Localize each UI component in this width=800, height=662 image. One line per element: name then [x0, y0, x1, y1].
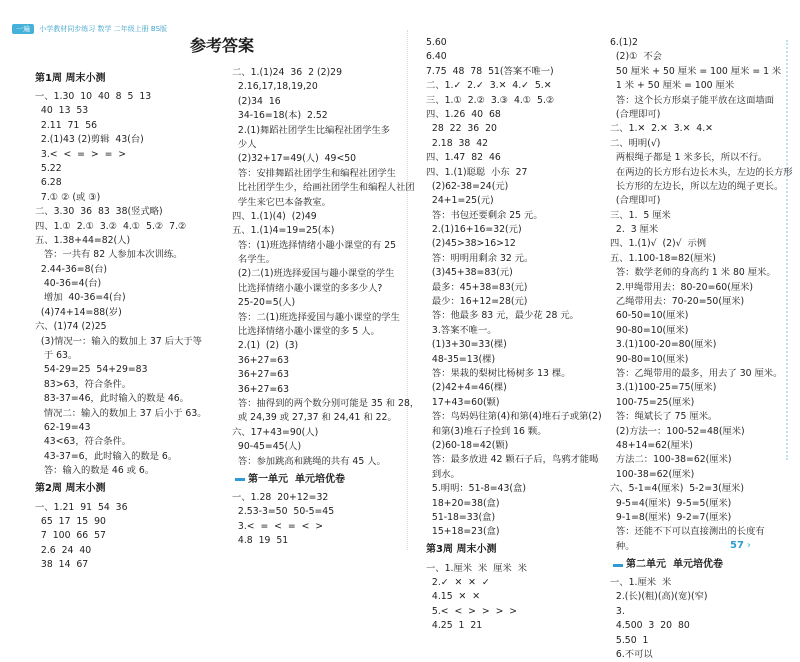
answer-line: 90-80=10(厘米) — [610, 353, 689, 365]
answer-line: 4.15 ✕ ✕ — [426, 591, 481, 603]
answer-line: 6.不可以 — [610, 649, 653, 661]
answer-line: 长方形的左边长，所以左边的绳子更长。 — [610, 180, 784, 192]
answer-line: 增加 40-36=4(台) — [35, 292, 126, 304]
answer-line: 和第(3)堆石子捡到 16 颗。 — [426, 425, 547, 437]
answer-line: 到水。 — [426, 468, 460, 480]
answer-line: 40-36=4(台) — [35, 278, 102, 290]
answer-line: 答：绳斌长了 75 厘米。 — [610, 411, 718, 423]
section-heading-text: 第2周 周末小测 — [35, 483, 106, 495]
section-heading — [232, 469, 419, 491]
answer-line: 乙绳带用去：70-20=50(厘米) — [610, 296, 745, 308]
answer-line: 90-45=45(人) — [232, 441, 302, 453]
answer-line: 一、1.28 20+12=32 — [232, 491, 329, 503]
answer-line: 一、1.30 10 40 8 5 13 — [35, 91, 152, 102]
answer-line: 3. — [610, 605, 625, 617]
answer-line: 2.16,17,18,19,20 — [232, 81, 318, 93]
answer-line: 5.22 — [35, 162, 62, 174]
answer-line: 四、1.26 40 68 — [426, 108, 501, 120]
answer-line: 6.28 — [35, 177, 62, 189]
answer-column-1 — [35, 68, 207, 573]
section-heading-text: 第1周 周末小测 — [35, 72, 106, 84]
answer-line: 3.< = < = < > — [232, 520, 324, 532]
answer-line: 答：乙绳带用的最多，用去了 30 厘米。 — [610, 367, 783, 379]
answer-line: 2.(1) (2) (3) — [232, 340, 299, 352]
answer-line: 最多：45+38=83(元) — [426, 281, 528, 293]
header-text: 小学教材同步练习 数学 二年级上册 BS版 — [39, 25, 168, 33]
answer-line: 100-38=62(厘米) — [610, 468, 695, 480]
answer-column-2 — [232, 66, 419, 549]
answer-line: 2.✓ ✕ ✕ ✓ — [426, 577, 490, 589]
answer-line: 2.18 38 42 — [426, 137, 489, 149]
answer-line: 6.(1)2 — [610, 37, 638, 48]
answer-line: (合理即可) — [610, 195, 661, 207]
answer-line: 三、1.① 2.② 3.③ 4.① 5.② — [426, 94, 555, 106]
page-number-text: 57 — [730, 540, 744, 551]
answer-line: 二、明明(√) — [610, 137, 661, 149]
answer-line: 90-80=10(厘米) — [610, 324, 689, 336]
answer-line: (4)74+14=88(岁) — [35, 306, 122, 318]
next-arrow-icon: › — [746, 540, 752, 551]
answer-line: 24+1=25(元) — [426, 195, 494, 207]
answer-line: 3.答案不唯一。 — [426, 324, 497, 336]
answer-line: 二、3.30 36 83 38(竖式略) — [35, 206, 163, 218]
answer-line: 二、1.✕ 2.✕ 3.✕ 4.✕ — [610, 123, 713, 135]
answer-line: 答：参加跳高和跳绳的共有 45 人。 — [232, 455, 386, 467]
unit-bar-icon — [613, 564, 623, 567]
answer-line: 答：鸟妈妈往第(4)和第(4)堆石子或第(2) — [426, 411, 602, 423]
answer-line: (3)45+38=83(元) — [426, 267, 513, 279]
answer-line: 四、1.① 2.① 3.② 4.① 5.② 7.② — [35, 220, 187, 232]
answer-line: (2)方法一：100-52=48(厘米) — [610, 425, 745, 437]
answer-line: (3)情况一：输入的数加上 37 后大于等 — [35, 335, 202, 347]
answer-line: 62-19=43 — [35, 421, 91, 433]
answer-line: (1)3+30=33(棵) — [426, 339, 507, 351]
answer-line: 48+14=62(厘米) — [610, 439, 693, 451]
answer-line: 7 100 66 57 — [35, 530, 106, 542]
answer-line: 二、1.(1)24 36 2 (2)29 — [232, 67, 342, 78]
answer-line: 于 63。 — [35, 350, 78, 362]
answer-line: 9-5=4(厘米) 9-5=5(厘米) — [610, 497, 732, 509]
section-heading-text: 第二单元 单元培优卷 — [626, 558, 723, 570]
answer-line: (2)34 16 — [232, 95, 281, 107]
answer-line: 51-18=33(盒) — [426, 511, 496, 523]
answer-line: 答：一共有 82 人参加本次训练。 — [35, 249, 183, 261]
answer-line: 7.① ② (或 ③) — [35, 191, 101, 203]
answer-line: 18+20=38(盒) — [426, 497, 500, 509]
answer-line: 六、5-1=4(厘米) 5-2=3(厘米) — [610, 483, 744, 495]
answer-line: 五、1.38+44=82(人) — [35, 234, 131, 246]
answer-line: 学生来它巴本备教室。 — [232, 196, 331, 208]
answer-line: 43<63，符合条件。 — [35, 436, 132, 448]
answer-column-3 — [426, 36, 602, 634]
answer-line: 38 14 67 — [35, 559, 89, 571]
answer-line: 9-1=8(厘米) 9-2=7(厘米) — [610, 511, 732, 523]
answer-line: 在两边的长方形右边长木头，左边的长方形 — [610, 166, 793, 178]
answer-line: 4.25 1 21 — [426, 620, 483, 632]
answer-line: 83-37=46，此时输入的数是 46。 — [35, 393, 189, 405]
section-heading-text: 第3周 周末小测 — [426, 544, 497, 556]
answer-line: 答：还能不下可以直接测出的长度有 — [610, 526, 771, 538]
answer-line: 答：果栽的梨树比杨树多 13 棵。 — [426, 367, 571, 379]
answer-line: 2.(1)16+16=32(元) — [426, 224, 522, 236]
answer-line: 少人 — [232, 138, 257, 150]
answer-column-4 — [610, 36, 793, 662]
answer-line: 四、1.(1)√ (2)√ 示例 — [610, 238, 707, 250]
answer-line: 四、1.(1)(4) (2)49 — [232, 210, 317, 222]
answer-line: (2)① 不会 — [610, 51, 662, 63]
answer-line: 答：他最多 83 元，最少花 28 元。 — [426, 310, 579, 322]
answer-line: 54-29=25 54+29=83 — [35, 364, 148, 376]
section-heading — [35, 479, 207, 501]
unit-bar-icon — [235, 478, 245, 481]
answer-line: 一、1.厘米 米 厘米 米 — [426, 562, 527, 574]
answer-line: 15+18=23(盒) — [426, 526, 500, 538]
answer-line: 答：明明用剩余 32 元。 — [426, 252, 534, 264]
answer-line: 方法二：100-38=62(厘米) — [610, 454, 732, 466]
answer-line: 28 22 36 20 — [426, 123, 497, 135]
answer-line: (2)60-18=42(颗) — [426, 439, 509, 451]
answer-line: 答：数学老师的身高约 1 米 80 厘米。 — [610, 267, 776, 279]
answer-line: 一、1.厘米 米 — [610, 577, 672, 589]
answer-line: (2)62-38=24(元) — [426, 180, 509, 192]
answer-line: 36+27=63 — [232, 383, 289, 395]
answer-line: 三、1. 5 厘米 — [610, 209, 671, 221]
header-tag: 一遍 — [12, 24, 34, 34]
answer-line: 3.(1)100-20=80(厘米) — [610, 339, 717, 351]
answer-line: 2.(1)43 (2)剪辑 43(台) — [35, 134, 144, 146]
answer-line: 2.(长)(粗)(高)(宽)(窄) — [610, 591, 708, 603]
answer-line: (2)45>38>16>12 — [426, 238, 516, 250]
answer-line: 一、1.21 91 54 36 — [35, 501, 128, 513]
answer-line: 答：安排舞蹈社团学生和编程社团学生 — [232, 167, 396, 179]
answer-line: 答：最多放进 42 颗石子后，鸟鸦才能喝 — [426, 454, 599, 466]
answer-line: 3.< < = > = > — [35, 148, 127, 160]
answer-line: 60-50=10(厘米) — [610, 310, 689, 322]
answer-line: 7.75 48 78 51(答案不唯一) — [426, 65, 554, 77]
answer-line: 情况二：输入的数加上 37 后小于 63。 — [35, 407, 207, 419]
answer-line: 83>63，符合条件。 — [35, 378, 132, 390]
answer-line: 2.6 24 40 — [35, 544, 92, 556]
page-number — [730, 540, 751, 551]
answer-line: 65 17 15 90 — [35, 515, 106, 527]
answer-line: 40 13 53 — [35, 105, 89, 117]
answer-line: 2.11 71 56 — [35, 119, 98, 131]
answer-line: 3.(1)100-25=75(厘米) — [610, 382, 717, 394]
answer-line: 34-16=18(本) 2.52 — [232, 110, 328, 122]
answer-line: 5.50 1 — [610, 634, 649, 646]
answer-line: 48-35=13(棵) — [426, 353, 496, 365]
answer-line: 五、1.(1)4=19=25(本) — [232, 225, 335, 237]
answer-line: 36+27=63 — [232, 354, 289, 366]
answer-line: 5.明明：51-8=43(盒) — [426, 483, 526, 495]
answer-line: 种。 — [610, 540, 635, 552]
answer-line: 答：(1)班选择情绪小趣小课堂的有 25 — [232, 239, 397, 251]
answer-line: 2.甲绳带用去：80-20=60(厘米) — [610, 281, 754, 293]
section-heading — [610, 554, 793, 576]
answer-line: 43-37=6，此时输入的数是 6。 — [35, 450, 178, 462]
answer-line: 答：二(1)班选择爱国与趣小课堂的学生 — [232, 311, 400, 323]
answer-line: 2.44-36=8(台) — [35, 263, 108, 275]
answer-line: 比选择情绪小趣小课堂的多多少人? — [232, 282, 383, 294]
answer-line: (2)32+17=49(人) 49<50 — [232, 153, 357, 165]
answer-line: 答：输入的数是 46 或 6。 — [35, 465, 155, 477]
answer-line: 五、1.100-18=82(厘米) — [610, 252, 716, 264]
answer-line: 六、17+43=90(人) — [232, 426, 319, 438]
answer-line: 5.60 — [426, 37, 447, 48]
answer-line: 4.8 19 51 — [232, 535, 289, 547]
answer-line: 25-20=5(人) — [232, 297, 296, 309]
answer-line: 17+43=60(颗) — [426, 396, 500, 408]
answer-line: 或 24,39 或 27,37 和 24,41 和 22。 — [232, 412, 397, 424]
section-heading — [426, 540, 602, 562]
answer-line: 5.< < > > > > — [426, 605, 518, 617]
answer-line: 100-75=25(厘米) — [610, 396, 695, 408]
answer-line: 50 厘米 + 50 厘米 = 100 厘米 = 1 米 — [610, 65, 782, 77]
answer-line: 2.53-3=50 50-5=45 — [232, 506, 335, 518]
page-title: 参考答案 — [190, 36, 255, 55]
answer-line: 2. 3 厘米 — [610, 224, 659, 236]
answer-line: 比选择情绪小趣小课堂的多 5 人。 — [232, 326, 380, 338]
section-heading-text: 第一单元 单元培优卷 — [248, 473, 345, 485]
section-heading — [35, 68, 207, 90]
answer-line: 四、1.47 82 46 — [426, 152, 501, 164]
answer-line: 6.40 — [426, 51, 447, 63]
answer-line: 两根绳子都是 1 米多长，所以不行。 — [610, 152, 768, 164]
answer-line: 4.500 3 20 80 — [610, 620, 690, 632]
answer-line: 1 米 + 50 厘米 = 100 厘米 — [610, 80, 735, 92]
answer-line: 2.(1)舞蹈社团学生比编程社团学生多 — [232, 124, 391, 136]
answer-line: 最少：16+12=28(元) — [426, 296, 528, 308]
answer-line: 答：书包还要剩余 25 元。 — [426, 209, 543, 221]
answer-line: (2)42+4=46(棵) — [426, 382, 507, 394]
answer-line: 36+27=63 — [232, 369, 289, 381]
answer-line: (合理即可) — [610, 108, 661, 120]
answer-line: (2)二(1)班选择爱国与趣小课堂的学生 — [232, 268, 395, 280]
answer-line: 二、1.✓ 2.✓ 3.✕ 4.✓ 5.✕ — [426, 80, 552, 92]
answer-line: 答：这个长方形桌子能平放在这面墙面 — [610, 94, 774, 106]
answer-line: 名学生。 — [232, 254, 276, 266]
answer-line: 六、(1)74 (2)25 — [35, 321, 107, 333]
page-header — [12, 24, 167, 34]
answer-line: 四、1.(1)聪聪 小东 27 — [426, 166, 528, 178]
answer-line: 答：抽得到的两个数分别可能是 35 和 28， — [232, 397, 420, 409]
answer-line: 比社团学生少，给画社团学生和编程人社团 — [232, 182, 415, 194]
